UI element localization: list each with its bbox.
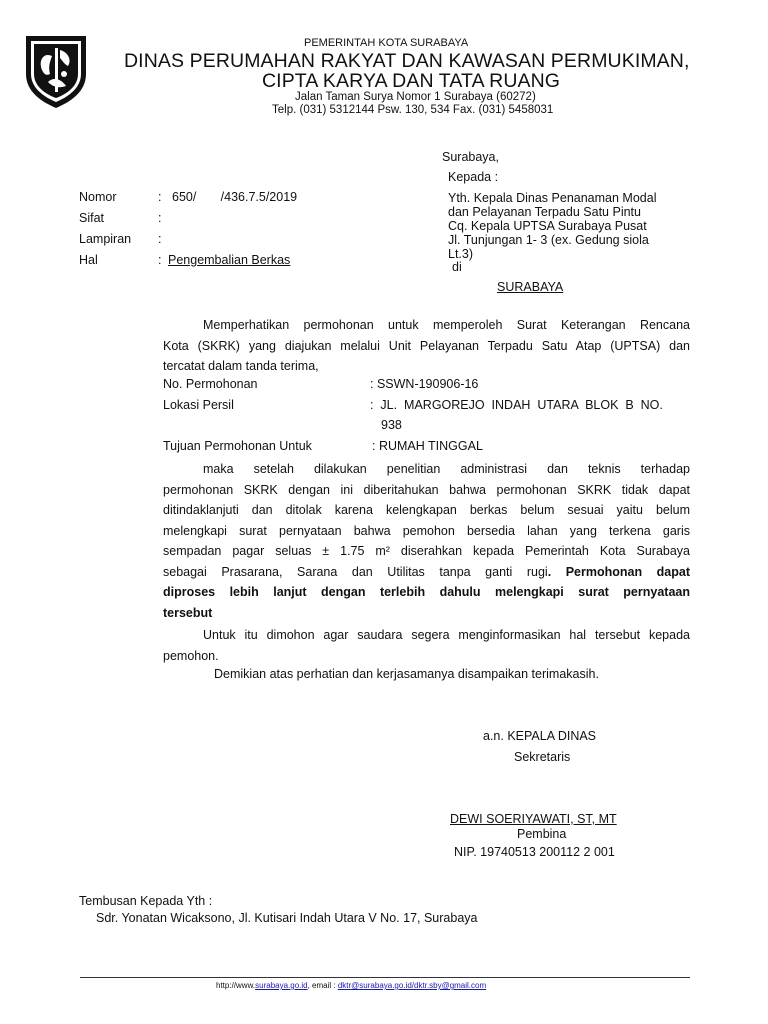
paragraph-line: melengkapi surat pernyataan bahwa pemohon bersedia lahan yang terkena garis	[163, 523, 690, 538]
nomor-value: 650/ /436.7.5/2019	[172, 190, 298, 204]
signatory-rank: Pembina	[517, 827, 567, 841]
colon: :	[158, 190, 162, 204]
paragraph-line: ditindaklanjuti dan ditolak karena kelengkapan berkas belum sesuai yaitu belum	[163, 503, 690, 517]
footer-divider	[80, 977, 690, 978]
paragraph-line: permohonan SKRK dengan ini diberitahukan bahwa permohonan SKRK tidak dapat	[163, 482, 690, 497]
paragraph-line: Untuk itu dimohon agar saudara segera menginformasikan hal tersebut kepada	[203, 628, 690, 642]
paragraph-text: sebagai Prasarana, Sarana dan Utilitas tanpa ganti rugi	[163, 564, 548, 579]
recipient-line: Yth. Kepala Dinas Penanaman Modal	[448, 191, 657, 205]
no-permohonan-value: : SSWN-190906-16	[370, 377, 479, 391]
paragraph-line	[163, 562, 690, 583]
surabaya-crest-icon	[20, 30, 92, 110]
cc-label: Tembusan Kepada Yth :	[79, 894, 213, 908]
paragraph-text: maka setelah dilakukan penelitian administrasi dan teknis terhadap	[203, 462, 690, 476]
nomor-label: Nomor	[79, 190, 117, 204]
recipient-label: Kepada :	[448, 170, 499, 184]
sifat-label: Sifat	[79, 211, 105, 225]
footer-contact	[216, 981, 486, 990]
signatory-title: a.n. KEPALA DINAS	[483, 729, 597, 743]
agency-name-line1: DINAS PERUMAHAN RAKYAT DAN KAWASAN PERMUKIMAN,	[124, 50, 690, 72]
tujuan-value: : RUMAH TINGGAL	[372, 439, 483, 453]
closing-sentence: Demikian atas perhatian dan kerjasamanya disampaikan terimakasih.	[214, 667, 599, 681]
email-link[interactable]: dktr@surabaya.go.id/dktr.sby@gmail.com	[337, 981, 487, 990]
paragraph-line-bold: tersebut	[163, 605, 213, 620]
hal-label: Hal	[79, 253, 98, 267]
agency-name-line2: CIPTA KARYA DAN TATA RUANG	[262, 70, 561, 92]
paragraph-line: tercatat dalam tanda terima,	[163, 359, 319, 373]
recipient-line: Cq. Kepala UPTSA Surabaya Pusat	[448, 219, 647, 233]
recipient-line: dan Pelayanan Terpadu Satu Pintu	[448, 205, 641, 219]
paragraph-line: Memperhatikan permohonan untuk memperoleh Surat Keterangan Rencana	[203, 318, 690, 332]
recipient-di: di	[452, 260, 462, 274]
no-permohonan-label: No. Permohonan	[163, 377, 258, 391]
colon: :	[158, 232, 162, 246]
paragraph-line: sempadan pagar seluas ± 1.75 m² diserahkan kepada Pemerintah Kota Surabaya	[163, 544, 690, 558]
lokasi-label: Lokasi Persil	[163, 398, 234, 412]
lampiran-label: Lampiran	[79, 232, 132, 246]
colon: :	[158, 211, 162, 225]
request-paragraph	[163, 625, 690, 666]
intro-paragraph	[163, 315, 690, 377]
recipient-line: Jl. Tunjungan 1- 3 (ex. Gedung siola	[448, 233, 649, 247]
place-date: Surabaya,	[442, 150, 499, 164]
signatory-position: Sekretaris	[514, 750, 571, 764]
main-paragraph	[163, 459, 690, 623]
paragraph-text-bold: . Permohonan dapat	[547, 564, 690, 579]
paragraph-line	[163, 459, 690, 480]
government-name: PEMERINTAH KOTA SURABAYA	[304, 37, 469, 49]
cc-item: Sdr. Yonatan Wicaksono, Jl. Kutisari Indah Utara V No. 17, Surabaya	[96, 911, 478, 925]
agency-address: Jalan Taman Surya Nomor 1 Surabaya (60272)	[295, 91, 536, 103]
footer-email-label: , email :	[307, 981, 338, 990]
signatory-nip: NIP. 19740513 200112 2 001	[454, 845, 615, 859]
tujuan-label: Tujuan Permohonan Untuk	[163, 439, 312, 453]
lokasi-value-cont: 938	[381, 418, 402, 432]
recipient-city: SURABAYA	[497, 280, 564, 294]
recipient-line: Lt.3)	[448, 247, 474, 261]
agency-phone: Telp. (031) 5312144 Psw. 130, 534 Fax. (031) 5458031	[272, 104, 554, 116]
colon: :	[158, 253, 162, 267]
lokasi-value: : JL. MARGOREJO INDAH UTARA BLOK B NO.	[370, 398, 663, 412]
signatory-name: DEWI SOERIYAWATI, ST, MT	[450, 812, 617, 826]
hal-value: Pengembalian Berkas	[168, 253, 291, 267]
paragraph-line: pemohon.	[163, 648, 219, 663]
paragraph-line-bold: diproses lebih lanjut dengan terlebih dahulu melengkapi surat pernyataan	[163, 585, 690, 599]
footer-prefix: http://www.	[216, 981, 256, 990]
website-link[interactable]: surabaya.go.id	[255, 981, 308, 990]
paragraph-line: Kota (SKRK) yang diajukan melalui Unit Pelayanan Terpadu Satu Atap (UPTSA) dan	[163, 338, 690, 353]
